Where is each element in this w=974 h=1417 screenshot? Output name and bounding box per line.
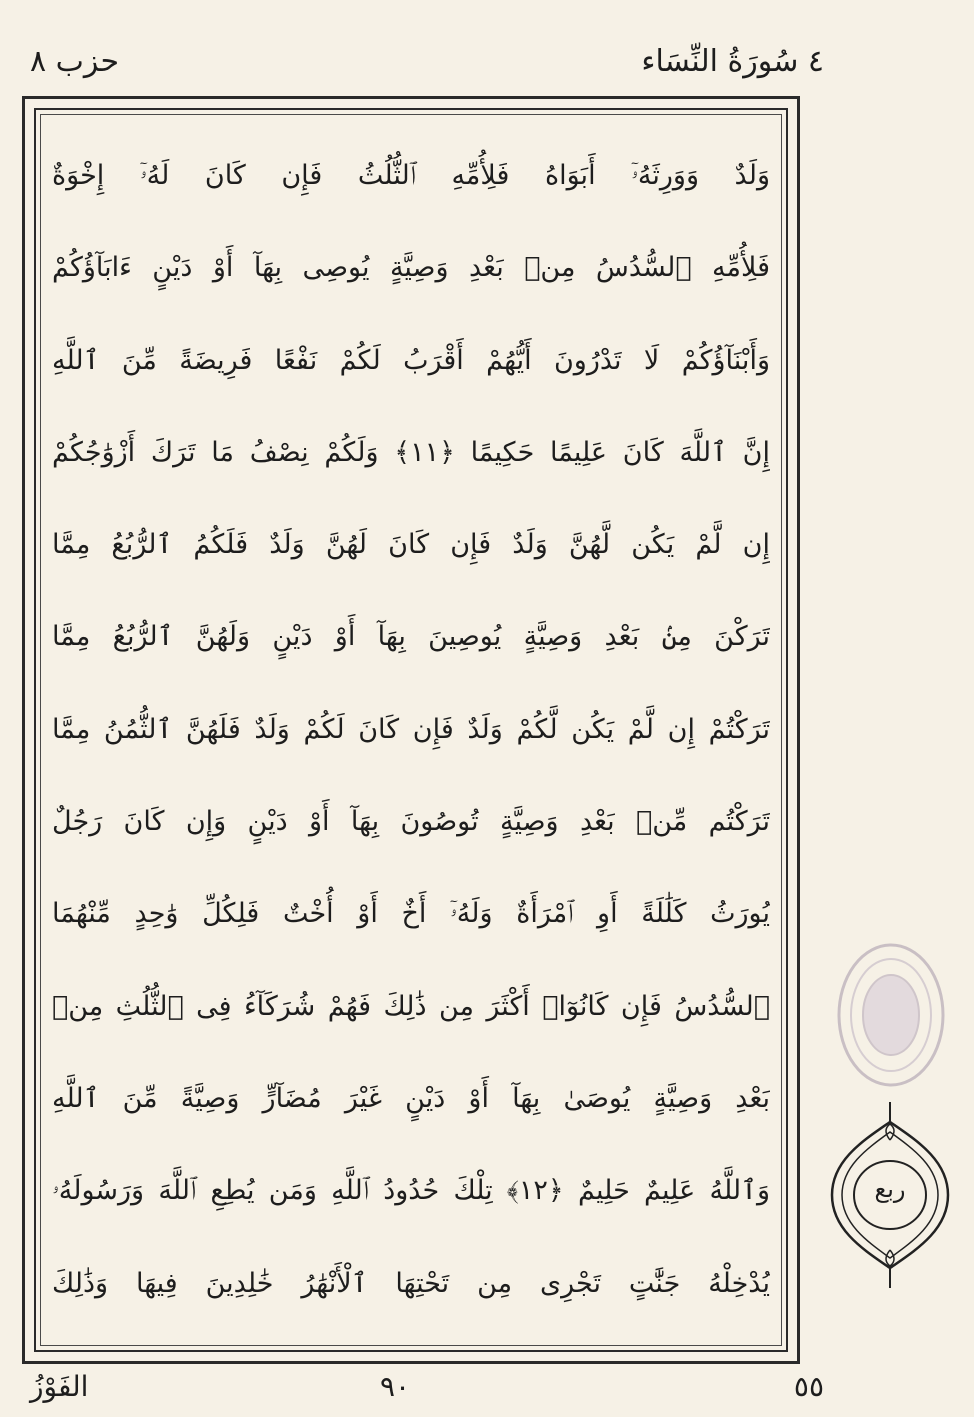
text-line-5: إِن لَّمْ يَكُن لَّهُنَّ وَلَدٌ فَإِن كَانَ لَهُنَّ وَلَدٌ فَلَكُمُ ٱلرُّبُعُ مِمَّا	[52, 529, 770, 561]
hizb-label: حزب ٨	[30, 44, 120, 79]
rub-marker	[816, 1100, 964, 1290]
text-line-11: بَعْدِ وَصِيَّةٍ يُوصَىٰ بِهَآ أَوْ دَيْنٍ غَيْرَ مُضَآرٍّ وَصِيَّةً مِّنَ ٱللَّهِ	[52, 1082, 770, 1114]
catchword: الفَوْزُ	[30, 1370, 89, 1403]
text-line-3: وَأَبْنَآؤُكُمْ لَا تَدْرُونَ أَيُّهُمْ أَقْرَبُ لَكُمْ نَفْعًا فَرِيضَةً مِّنَ ٱللَّهِ	[52, 344, 770, 376]
page-header	[30, 40, 824, 95]
text-line-6: تَرَكْنَ مِنۢ بَعْدِ وَصِيَّةٍ يُوصِينَ بِهَآ أَوْ دَيْنٍ وَلَهُنَّ ٱلرُّبُعُ مِمَّا	[52, 621, 770, 653]
text-line-12: وَٱللَّهُ عَلِيمٌ حَلِيمٌ ﴿١٢﴾ تِلْكَ حُدُودُ ٱللَّهِ وَمَن يُطِعِ ٱللَّهَ وَرَسُولَهُۥ	[52, 1175, 770, 1207]
faded-medallion-icon	[826, 930, 956, 1100]
quran-text-block	[52, 130, 770, 1330]
text-line-7: تَرَكْتُمْ إِن لَّمْ يَكُن لَّكُمْ وَلَدٌ فَإِن كَانَ لَكُمْ وَلَدٌ فَلَهُنَّ ٱلثُّمُنُ مِمَّا	[52, 713, 770, 745]
text-line-13: يُدْخِلْهُ جَنَّٰتٍ تَجْرِى مِن تَحْتِهَا ٱلْأَنْهَٰرُ خَٰلِدِينَ فِيهَا وَذَٰلِكَ	[52, 1267, 770, 1299]
juz-number: ٥٥	[793, 1370, 824, 1403]
rub-label: ربع	[874, 1175, 906, 1203]
page-footer	[30, 1370, 824, 1410]
text-line-1: وَلَدٌ وَوَرِثَهُۥٓ أَبَوَاهُ فَلِأُمِّهِ ٱلثُّلُثُ فَإِن كَانَ لَهُۥٓ إِخْوَةٌ	[52, 160, 770, 191]
text-line-4: إِنَّ ٱللَّهَ كَانَ عَلِيمًا حَكِيمًا ﴿١١﴾ وَلَكُمْ نِصْفُ مَا تَرَكَ أَزْوَٰجُكُمْ	[52, 436, 770, 468]
text-line-9: يُورَثُ كَلَٰلَةً أَوِ ٱمْرَأَةٌ وَلَهُۥٓ أَخٌ أَوْ أُخْتٌ فَلِكُلِّ وَٰحِدٍ مِّنْهُمَا	[52, 898, 770, 930]
text-line-10: ٱلسُّدُسُ فَإِن كَانُوٓا۟ أَكْثَرَ مِن ذَٰلِكَ فَهُمْ شُرَكَآءُ فِى ٱلثُّلُثِ مِنۢ	[52, 990, 770, 1022]
text-line-2: فَلِأُمِّهِ ٱلسُّدُسُ مِنۢ بَعْدِ وَصِيَّةٍ يُوصِى بِهَآ أَوْ دَيْنٍ ءَابَآؤُكُمْ	[52, 252, 770, 284]
text-line-8: تَرَكْتُم مِّنۢ بَعْدِ وَصِيَّةٍ تُوصُونَ بِهَآ أَوْ دَيْنٍ وَإِن كَانَ رَجُلٌ	[52, 806, 770, 838]
surah-title: ٤ سُورَةُ النِّسَاء	[641, 44, 824, 79]
page-number: ٩٠	[380, 1370, 411, 1403]
